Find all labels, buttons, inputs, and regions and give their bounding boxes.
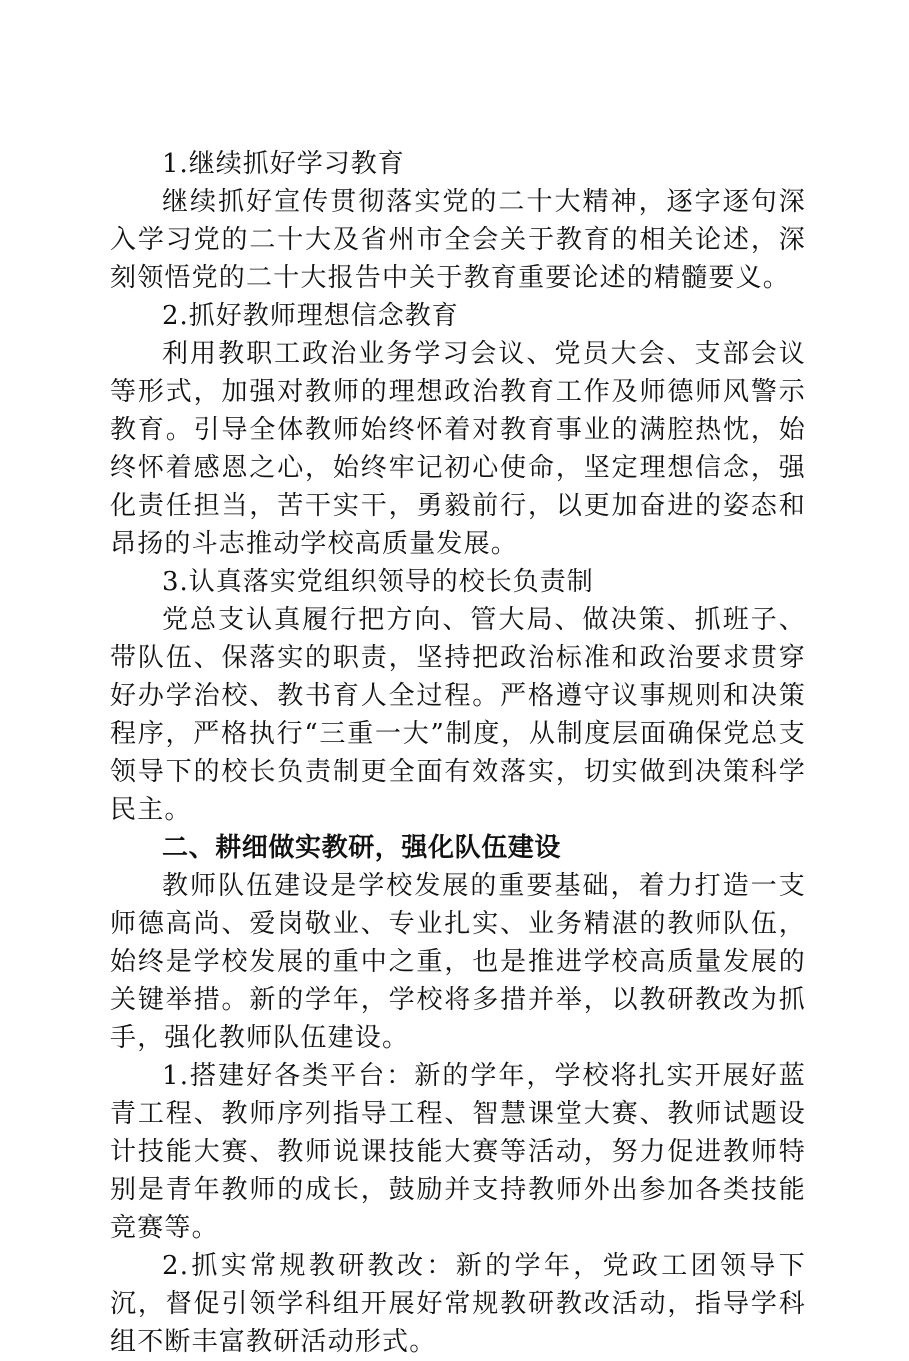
subheading-study-education: 1.继续抓好学习教育 bbox=[162, 149, 405, 179]
paragraph-platforms: 1.搭建好各类平台：新的学年，学校将扎实开展好蓝青工程、教师序列指导工程、智慧课堂大赛、教师试题设计技能大赛、教师说课技能大赛等活动，努力促进教师特别是青年教师的成长，鼓励并支持教师外出参加各类技能竞赛等。 bbox=[110, 1061, 806, 1243]
subheading-teacher-ideals: 2.抓好教师理想信念教育 bbox=[162, 301, 459, 331]
paragraph-study-education: 继续抓好宣传贯彻落实党的二十大精神，逐字逐句深入学习党的二十大及省州市全会关于教育的相关论述，深刻领悟党的二十大报告中关于教育重要论述的精髓要义。 bbox=[110, 187, 806, 293]
document-body bbox=[110, 145, 806, 1361]
paragraph-routine-research: 2.抓实常规教研教改：新的学年，党政工团领导下沉，督促引领学科组开展好常规教研教改活动，指导学科组不断丰富教研活动形式。 bbox=[110, 1251, 806, 1357]
paragraph-teacher-ideals: 利用教职工政治业务学习会议、党员大会、支部会议等形式，加强对教师的理想政治教育工作及师德师风警示教育。引导全体教师始终怀着对教育事业的满腔热忱，始终怀着感恩之心，始终牢记初心使命，坚定理想信念，强化责任担当，苦干实干，勇毅前行，以更加奋进的姿态和昂扬的斗志推动学校高质量发展。 bbox=[110, 339, 806, 559]
subheading-principal-responsibility: 3.认真落实党组织领导的校长负责制 bbox=[162, 567, 594, 597]
paragraph-principal-responsibility: 党总支认真履行把方向、管大局、做决策、抓班子、带队伍、保落实的职责，坚持把政治标准和政治要求贯穿好办学治校、教书育人全过程。严格遵守议事规则和决策程序，严格执行“三重一大”制度，从制度层面确保党总支领导下的校长负责制更全面有效落实，切实做到决策科学民主。 bbox=[110, 605, 806, 825]
paragraph-team-building: 教师队伍建设是学校发展的重要基础，着力打造一支师德高尚、爱岗敬业、专业扎实、业务精湛的教师队伍，始终是学校发展的重中之重，也是推进学校高质量发展的关键举措。新的学年，学校将多措并举，以教研教改为抓手，强化教师队伍建设。 bbox=[110, 871, 806, 1053]
section-heading-teaching-research: 二、耕细做实教研，强化队伍建设 bbox=[162, 833, 562, 863]
